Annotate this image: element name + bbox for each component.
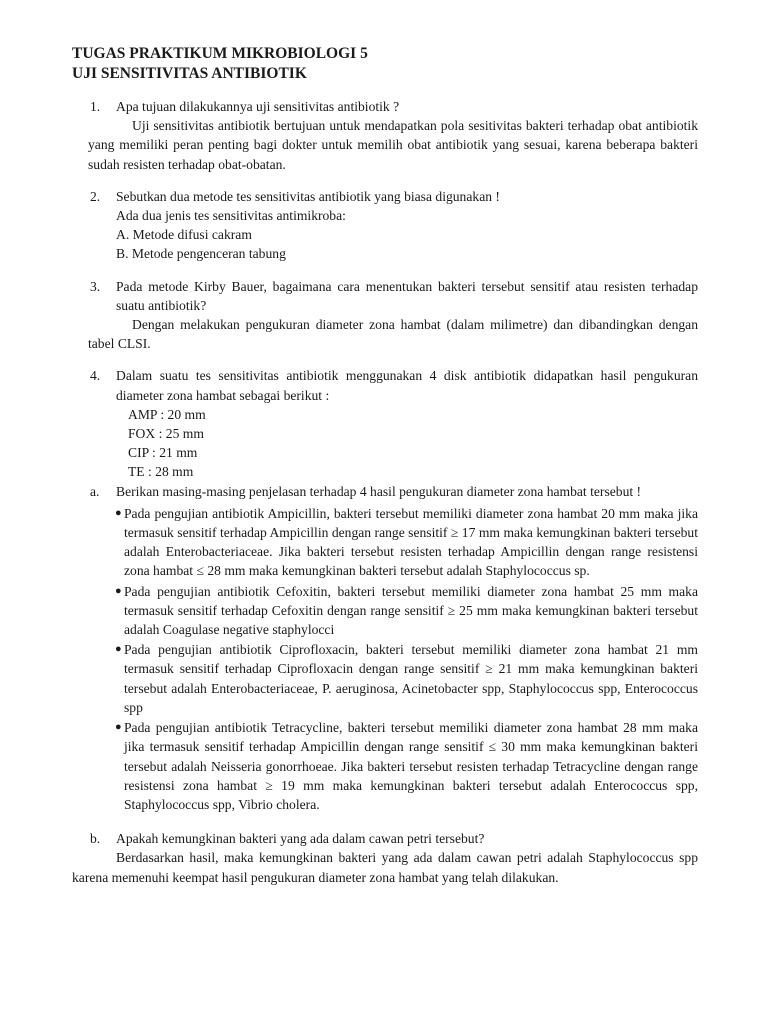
value-fox: FOX : 25 mm — [128, 426, 204, 442]
spacer — [72, 815, 698, 829]
question-1 — [72, 97, 698, 174]
list-item — [116, 504, 698, 581]
sub-question-b — [72, 829, 698, 887]
document-title: TUGAS PRAKTIKUM MIKROBIOLOGI 5 — [72, 45, 368, 62]
bullet-icon: ● — [115, 721, 122, 734]
question-2 — [72, 187, 698, 264]
question-text: Dalam suatu tes sensitivitas antibiotik menggunakan 4 disk antibiotik didapatkan hasil pengukuran diameter zona hambat sebagai berikut : — [116, 368, 698, 403]
value-amp: AMP : 20 mm — [128, 406, 206, 422]
question-number: 2. — [90, 188, 101, 204]
bullet-icon: ● — [115, 506, 122, 519]
value-te: TE : 28 mm — [128, 464, 194, 480]
question-3 — [72, 277, 698, 354]
sub-question-letter: b. — [90, 831, 101, 847]
answer-text: Uji sensitivitas antibiotik bertujuan untuk mendapatkan pola sesitivitas bakteri terhadap obat antibiotik yang memiliki peran penting bagi dokter untuk memilih obat antibiotik yang sesuai, karena beberapa bakteri sudah resisten terhadap obat-obatan. — [88, 118, 698, 172]
bullet-icon: ● — [115, 584, 122, 597]
value-cip: CIP : 21 mm — [128, 445, 198, 461]
measurement-values — [116, 405, 698, 482]
question-text: Sebutkan dua metode tes sensitivitas antibiotik yang biasa digunakan ! — [116, 188, 500, 204]
method-option-a: A. Metode difusi cakram — [116, 227, 252, 243]
answer-text: Berdasarkan hasil, maka kemungkinan bakteri yang ada dalam cawan petri adalah Staphylococcus spp karena memenuhi keempat hasil pengukuran diameter zona hambat yang telah dilakukan. — [72, 850, 698, 885]
question-text: Pada metode Kirby Bauer, bagaimana cara menentukan bakteri tersebut sensitif atau resisten terhadap suatu antibiotik? — [116, 278, 698, 313]
answer-intro: Ada dua jenis tes sensitivitas antimikroba: — [116, 208, 346, 224]
bullet-icon: ● — [115, 643, 122, 656]
list-item — [116, 718, 698, 814]
question-4 — [72, 366, 698, 481]
question-number: 1. — [90, 99, 101, 114]
document-page — [72, 44, 698, 887]
question-number: 4. — [90, 368, 101, 384]
question-number: 3. — [90, 278, 101, 294]
explanation-list — [116, 504, 698, 814]
bullet-text: Pada pengujian antibiotik Ciprofloxacin, bakteri tersebut memiliki diameter zona hambat 21 mm termasuk sensitif terhadap Ciprofloxacin dengan range sensitif ≥ 21 mm maka kemungkinan bakteri tersebut adalah Enterobacteriaceae, P. aeruginosa, Acinetobacter spp, Staphylococcus spp, Enterococcus spp — [124, 642, 698, 715]
method-option-b: B. Metode pengenceran tabung — [116, 246, 286, 262]
bullet-text: Pada pengujian antibiotik Cefoxitin, bakteri tersebut memiliki diameter zona hambat 25 mm maka termasuk sensitif terhadap Cefoxitin dengan range sensitif ≥ 25 mm maka kemungkinan bakteri tersebut adalah Coagulase negative staphylocci — [124, 583, 698, 638]
title-block — [72, 44, 698, 83]
list-item — [116, 582, 698, 640]
bullet-text: Pada pengujian antibiotik Tetracycline, bakteri tersebut memiliki diameter zona hambat 28 mm maka jika termasuk sensitif terhadap Ampicillin dengan range sensitif ≤ 30 mm maka kemungkinan bakteri tersebut adalah Neisseria gonorrhoeae. Jika bakteri tersebut resisten terhadap Tetracycline dengan range resistensi zona hambat ≥ 19 mm maka kemungkinan bakteri tersebut adalah Enterococcus spp, Staphylococcus spp, Vibrio cholera. — [124, 720, 698, 812]
answer-text: Dengan melakukan pengukuran diameter zona hambat (dalam milimetre) dan dibandingkan dengan tabel CLSI. — [88, 317, 698, 352]
bullet-text: Pada pengujian antibiotik Ampicillin, bakteri tersebut memiliki diameter zona hambat 20 mm maka jika termasuk sensitif terhadap Ampicillin dengan range sensitif ≥ 17 mm maka kemungkinan bakteri tersebut adalah Enterobacteriaceae. Jika bakteri tersebut resisten terhadap Ampicillin dengan range resistensi zona hambat ≤ 28 mm maka kemungkinan bakteri tersebut adalah Staphylococcus sp. — [124, 505, 698, 579]
question-text: Apa tujuan dilakukannya uji sensitivitas antibiotik ? — [116, 99, 400, 114]
sub-question-text: Apakah kemungkinan bakteri yang ada dalam cawan petri tersebut? — [116, 831, 485, 847]
document-subtitle: UJI SENSITIVITAS ANTIBIOTIK — [72, 64, 307, 82]
sub-question-a — [72, 482, 698, 814]
sub-question-text: Berikan masing-masing penjelasan terhadap 4 hasil pengukuran diameter zona hambat tersebut ! — [116, 483, 642, 499]
sub-question-letter: a. — [90, 483, 100, 499]
list-item — [116, 640, 698, 717]
